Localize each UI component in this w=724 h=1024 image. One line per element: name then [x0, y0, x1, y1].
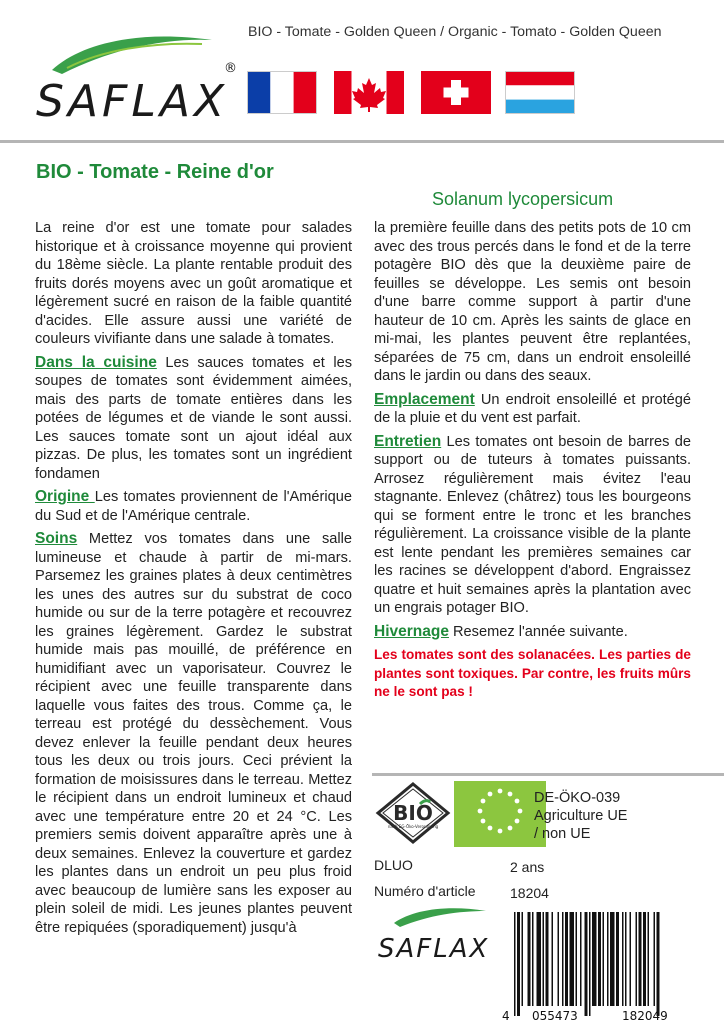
barcode-bar	[585, 912, 588, 1016]
barcode-bar	[552, 912, 554, 1006]
barcode-bar	[630, 912, 632, 1006]
bio-seal-icon	[374, 782, 452, 844]
barcode-bar	[565, 912, 568, 1006]
barcode-bar	[562, 912, 564, 1006]
emplacement-heading: Emplacement	[374, 390, 475, 408]
barcode-bar	[543, 912, 545, 1006]
bio-seal-sub: nach EG-Öko-Verordnung	[387, 824, 439, 829]
emplacement-text: Un endroit ensoleillé et protégé de la pluie et du vent est parfait.	[374, 391, 691, 426]
cert-code-line1: DE-ÖKO-039	[534, 790, 621, 806]
barcode-bar	[537, 912, 542, 1006]
logo-registered: ®	[224, 61, 237, 76]
barcode-bar	[546, 912, 549, 1006]
cert-code-line3: / non UE	[534, 826, 591, 842]
cuisine-text: Les sauces tomates et les soupes de tomates sont évidemment aimées, mais des parts de tomate entières dans les potées de légumes et de viande le sont aussi. Les sauces tomate sont un ajout idéal aux pizzas. De plus, les tomates sont un ingrédient fondamen	[35, 354, 352, 482]
toxicity-warning: Les tomates sont des solanacées. Les parties de plantes sont toxiques. Par contre, les fruits mûrs ne le sont pas !	[374, 647, 691, 699]
barcode-bar	[625, 912, 627, 1006]
barcode-bar	[570, 912, 575, 1006]
barcode-bar	[616, 912, 619, 1006]
ean-barcode	[498, 912, 724, 1024]
hivernage-text: Resemez l'année suivante.	[448, 623, 628, 640]
certification-divider	[372, 773, 724, 776]
entretien-text: Les tomates ont besoin de barres de support ou de tuteurs à tomates puissants. Arrosez régulièrement mais évitez l'eau stagnante. Enlevez (châtrez) tous les bourgeons qui se forment entre le tronc et les branches régulièrement. La croissance visible de la plante est lente pendant les premières semaines car les racines se développent d'abord. Engraissez quatre et huit semaines après la plantation avec un engrais potager BIO.	[374, 433, 691, 616]
latin-name: Solanum lycopersicum	[432, 189, 614, 209]
certification-block	[362, 779, 724, 1024]
cuisine-paragraph	[35, 354, 352, 484]
saflax-logo	[22, 28, 242, 128]
france-flag	[247, 71, 317, 114]
barcode-bar	[528, 912, 531, 1006]
left-column	[35, 219, 352, 937]
entretien-heading: Entretien	[374, 432, 442, 450]
barcode-bar	[603, 912, 605, 1006]
bio-seal-label: BIO	[393, 801, 433, 825]
barcode-bar	[522, 912, 524, 1006]
cert-code-line2: Agriculture UE	[534, 808, 628, 824]
barcode-bar	[576, 912, 578, 1006]
barcode-bar	[622, 912, 624, 1006]
eu-organic-leaf-icon	[454, 781, 546, 847]
barcode-bar	[514, 912, 516, 1016]
small-logo-wordmark: SAFLAX	[378, 934, 490, 964]
luxembourg-flag	[505, 71, 575, 114]
saflax-small-logo	[374, 903, 496, 965]
barcode-bar	[558, 912, 560, 1006]
header-divider	[0, 140, 724, 143]
barcode-bar	[589, 912, 591, 1016]
product-title: BIO - Tomate - Reine d'or	[36, 161, 274, 183]
barcode-lead-digit: 4	[502, 1009, 510, 1023]
barcode-bar	[592, 912, 597, 1006]
barcode-bar	[607, 912, 609, 1006]
emplacement-paragraph	[374, 391, 691, 428]
barcode-bar	[580, 912, 582, 1006]
switzerland-flag	[421, 71, 491, 114]
logo-wordmark: SAFLAX	[36, 76, 229, 127]
dluo-value: 2 ans	[510, 859, 545, 875]
origine-heading: Origine	[35, 488, 95, 505]
hivernage-paragraph	[374, 623, 691, 642]
barcode-bar	[610, 912, 615, 1006]
soins-paragraph	[35, 530, 352, 937]
barcode-group2: 182049	[622, 1009, 668, 1023]
origine-text: Les tomates proviennent de l'Amérique du Sud et de l'Amérique centrale.	[35, 489, 352, 524]
barcode-bar	[517, 912, 520, 1016]
cuisine-heading: Dans la cuisine	[35, 353, 157, 371]
canada-flag	[334, 71, 404, 114]
soins-heading: Soins	[35, 530, 78, 547]
barcode-bar	[643, 912, 646, 1006]
continued-paragraph: la première feuille dans des petits pots de 10 cm avec des trous percés dans le fond et de la terre potagère BIO dès que la deuxième paire de feuilles se développe. Les semis ont besoin d'une barre comme support à partir d'une hauteur de 10 cm. Après les saints de glace en mi-mai, les plantes peuvent être replantées, séparées de 75 cm, dans un endroit ensoleillé dans le jardin ou dans des seaux.	[374, 220, 691, 384]
logo-leaf-swoosh	[52, 37, 212, 74]
origine-paragraph	[35, 488, 352, 525]
article-label: Numéro d'article	[374, 883, 476, 899]
barcode-bar	[657, 912, 660, 1016]
certification-code	[534, 789, 627, 843]
barcode-bar	[648, 912, 650, 1006]
header-title: BIO - Tomate - Golden Queen / Organic - Tomato - Golden Queen	[248, 24, 662, 40]
barcode-bar	[598, 912, 601, 1006]
soins-text: Mettez vos tomates dans une salle lumineuse et chaude à partir de mi-mars. Parsemez les graines plates à deux centimètres les unes des autres sur du substrat de coco humide ou sur de la terre potagère et recouvrez les graines légèrement. Gardez le substrat humide mais pas mouillé, de préférence en humidifiant avec un vaporisateur. Couvrez le récipient avec une feuille transparente dans laquelle vous faites des trous. Comme ça, le terreau est protégé du dessèchement. Vous devez enlever la feuille pendant deux heures tous les deux ou trois jours. Ceci prévient la formation de moisissures dans le terreau. Mettez le récipient dans un endroit lumineux et chaud avec une température entre 20 et 24 °C. Les premiers semis doivent apparaître après une à deux semaines. Enlevez la couverture et gardez les plantes dans un endroit un peu plus froid avec beaucoup de lumière sans les exposer au plein soleil de midi. Les jeunes plantes peuvent être repiquées (sporadiquement) jusqu'à	[35, 531, 352, 936]
barcode-bars	[514, 912, 660, 1016]
barcode-bar	[532, 912, 534, 1006]
entretien-paragraph	[374, 433, 691, 618]
barcode-bar	[639, 912, 642, 1006]
hivernage-heading: Hivernage	[374, 622, 449, 640]
barcode-bar	[654, 912, 656, 1006]
intro-paragraph: La reine d'or est une tomate pour salades historique et à croissance moyenne qui provient du 18ème siècle. La plante rentable produit des fruits dorés moyens avec un goût aromatique et légèrement sucré en raison de la faible quantité d'acides. Elle assure aussi une variété de couleurs vivifiante dans une salade à tomates.	[35, 220, 352, 347]
dluo-label: DLUO	[374, 857, 413, 873]
article-value: 18204	[510, 885, 549, 901]
barcode-group1: 055473	[532, 1009, 578, 1023]
right-column	[374, 219, 691, 702]
barcode-bar	[636, 912, 638, 1006]
